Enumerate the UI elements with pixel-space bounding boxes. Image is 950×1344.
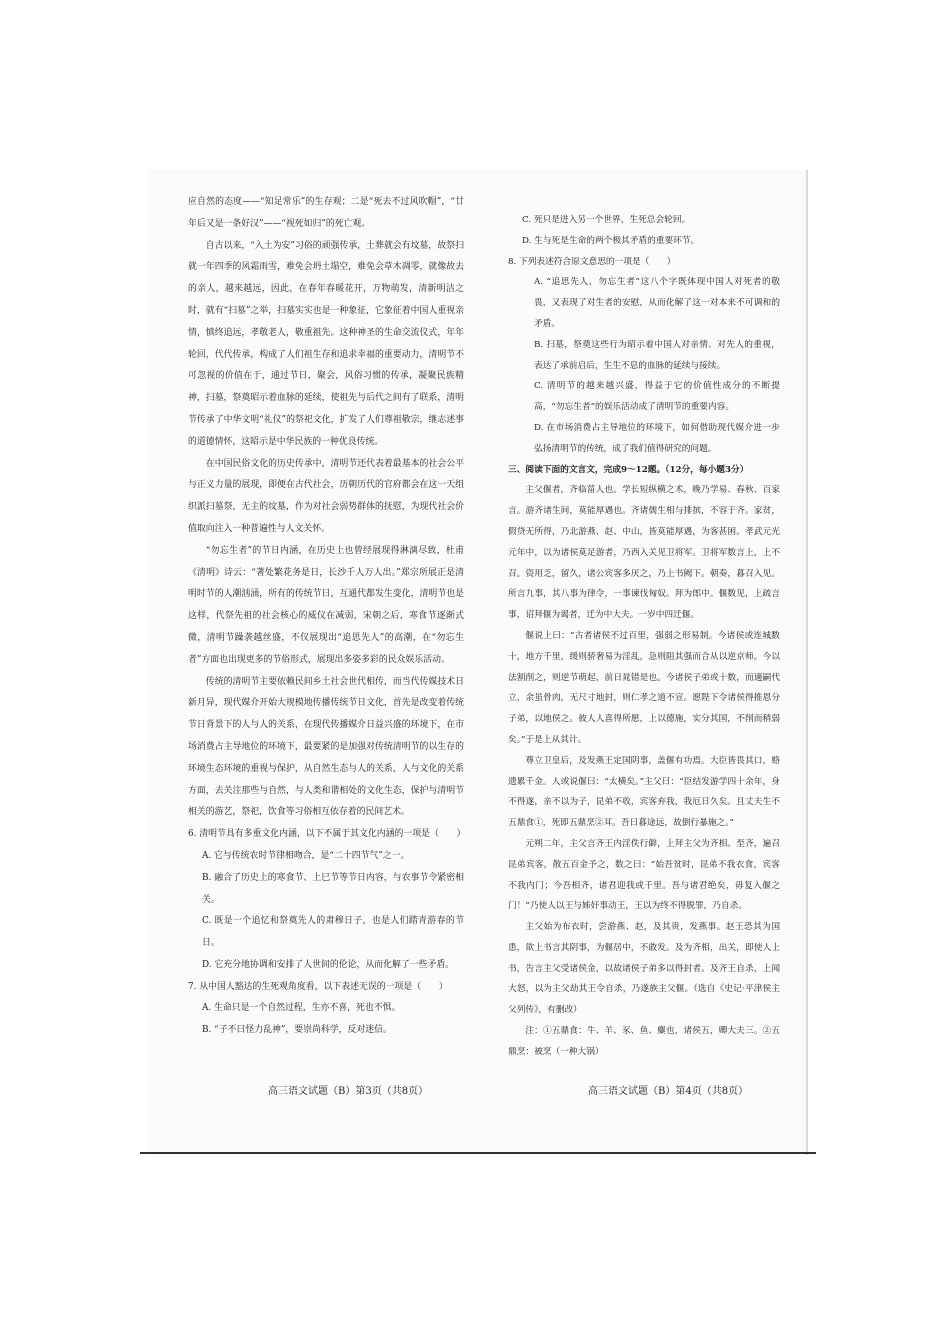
left-page-body [188, 192, 464, 1042]
question-6-option-a: A. 它与传统农时节律相吻合，是“二十四节气”之一。 [202, 850, 410, 861]
scan-bottom-border [140, 1152, 816, 1154]
page-edge [806, 170, 808, 1155]
question-8-option-c: C. 清明节的越来越兴盛，得益于它的价值性成分的不断提高，“勿忘生者”的娱乐活动成了清明节的重要内容。 [534, 381, 780, 413]
question-6-option-b: B. 融合了历史上的寒食节、上巳节等节日内容，与农事节令紧密相关。 [202, 872, 464, 905]
left-page-footer: 高三语文试题（B）第3页（共8页） [268, 1086, 429, 1097]
question-7-option-b: B. “子不曰怪力乱神”，要崇尚科学，反对迷信。 [202, 1025, 392, 1036]
question-7-option-a: A. 生命只是一个自然过程，生亦不喜，死也不惧。 [202, 1003, 401, 1014]
question-6-option-d: D. 它充分地协调和安排了人世间的伦论，从而化解了一些矛盾。 [202, 959, 455, 970]
paragraph: 在中国民俗文化的历史传承中，清明节还代表着最基本的社会公平与正义力量的展现，即便在古代社会，历朝历代的官府都会在这一天组织派扫墓祭，无主的坟墓，作为对社会弱势群体的抚慰，为现代社会价值取向注入一种普遍性与人文关怀。 [188, 458, 464, 534]
question-7-option-c: C. 死只是进入另一个世界，生死总会轮回。 [522, 215, 691, 225]
section-3-heading: 三、阅读下面的文言文，完成9～12题。（12分，每小题3分） [508, 464, 749, 475]
right-page-body [508, 210, 780, 1063]
footnote: 注：①五鼎食：牛、羊、豕、鱼、麋也，诸侯五，卿大夫三。②五鼎烹：被烹（一种大锅） [508, 1026, 780, 1057]
classical-paragraph: 主父偃者，齐临菑人也。学长短纵横之术，晚乃学易、春秋、百家言。游齐诸生间，莫能厚遇也。齐诸儒生相与排摈，不容于齐。家贫，假贷无所得，乃北游燕、赵、中山，皆莫能厚遇，为客甚困。孝武元光元年中，以为诸侯莫足游者，乃西入关见卫将军。卫将军数言上，上不召。资用乏，留久，诸公宾客多厌之，乃上书阙下。朝奏，暮召入见。所言九事，其八事为律令，一事谏伐匈奴。拜为郎中。偃数见，上疏言事，诏拜偃为谒者，迁为中大夫。一岁中四迁偃。 [508, 485, 780, 621]
paragraph: 应自然的态度——“知足常乐”的生存观；二是“死去不过风吹帽”，“廿年后又是一条好汉”——“视死如归”的死亡观。 [188, 197, 464, 229]
question-6-option-c: C. 既是一个追忆和祭奠先人的肃穆日子，也是人们踏青游春的节日。 [202, 916, 464, 949]
paragraph: 传统的清明节主要依赖民间乡土社会世代相传，而当代传媒技术日新月异，现代媒介开始大规模地传播传统节日文化，首先是改变着传统节日背景下的人与人的关系，在现代传播媒介日益兴盛的环境下，在市场消费占主导地位的环境下，最要紧的是加强对传统清明节的以生存的环境生态环境的重视与保护，从自然生态与人的关系，人与文化的关系方面，去关注那些与自然，与人类和谐相处的文化生态，保护与清明节相关的游艺，祭祀，饮食等习俗相互依存着的民间艺术。 [188, 676, 464, 818]
classical-paragraph: 偃说上曰：“古者诸侯不过百里，强弱之形易制。今诸侯或连城数十，地方千里，缓则骄奢易为淫乱，急则阻其强而合从以逆京师。今以法割削之，则逆节萌起，前日晁错是也。今诸侯子弟或十数，而適嗣代立，余虽骨肉，无尺寸地封，则仁孝之道不宣。愿陛下令诸侯得推恩分子弟，以地侯之。彼人人喜得所愿，上以德施，实分其国，不削而稍弱矣。”于是上从其计。 [508, 630, 780, 745]
question-7-stem: 7. 从中国人豁达的生死观角度看，以下表述无误的一项是（ ） [188, 981, 448, 992]
question-6-stem: 6. 清明节具有多重文化内涵，以下不属于其文化内涵的一项是（ ） [188, 829, 466, 840]
paragraph: “勿忘生者”的节日内涵，在历史上也曾经展现得淋漓尽致，杜甫《清明》诗云：“著处繁花务是日，长沙千人万人出。”郑宗所展正是清明时节的人潮汹涌，所有的传统节日，互通代都发生变化，清明节也是这样，代祭先祖的社会核心的威仪在减弱，宋朝之后，寒食节逐渐式微，清明节躁袭越丝盛，不仅展现出“追思先人”的高潮，在“勿忘生者”方面也出现更多的节俗形式，展现出多姿多彩的民众娱乐活动。 [188, 545, 464, 665]
question-8-option-a: A. “追思先人，勿忘生者”这八个字既体现中国人对死者的敬畏，又表现了对生者的安慰，从而化解了这一对本来不可调和的矛盾。 [534, 277, 780, 329]
question-8-stem: 8. 下列表述符合原文意思的一项是（ ） [508, 256, 676, 267]
question-8-option-b: B. 扫墓，祭奠这些行为昭示着中国人对亲情、对先人的重视，表达了承前启后，生生不息的血脉的延续与接续。 [534, 339, 780, 371]
right-page-footer: 高三语文试题（B）第4页（共8页） [588, 1086, 749, 1097]
classical-paragraph: 尊立卫皇后，及发燕王定国阴事，盖偃有功焉。大臣皆畏其口，赂遗累千金。人或说偃曰：“太横矣。”主父曰：“臣结发游学四十余年，身不得遂，亲不以为子，昆弟不收，宾客弃我，我厄日久矣。且丈夫生不五鼎食①，死即五鼎烹②耳。吾日暮途远，故倒行暴施之。” [508, 755, 780, 829]
question-8-option-d: D. 在市场消费占主导地位的环境下，如何借助现代媒介进一步弘扬清明节的传统，成了我们值得研究的问题。 [534, 422, 780, 454]
paragraph: 自古以来，“入土为安”习俗的顽强传承，土葬就会有坟墓，故祭扫就一年四季的风霜雨雪，难免会坍土塌空，难免会草木凋零，就像故去的亲人，越来越远，因此，在春年春暖花开，万物萌发，清新明洁之时，就有“扫墓”之举，扫墓实实也是一种象征，它象征着中国人重视亲情，慎终追远，孝敬老人，敬重祖先。这种神圣的生命交流仪式，年年轮回，代代传承，构成了人们祖生存和追求幸福的重要动力，清明节不可忽视的价值在于，通过节日，聚会，风俗习惯的传承，凝聚民族精神，扫墓，祭奠昭示着血脉的延续，使祖先与后代之间有了联系，清明节传承了中华文明“礼仪”的祭祀文化，扩发了人们尊祖敬宗，继志述事的道德情怀，这昭示是中华民族的一种优良传统。 [188, 240, 464, 447]
question-7-option-d: D. 生与死是生命的两个极其矛盾的重要环节。 [522, 235, 700, 246]
classical-paragraph: 元朔二年，主父言齐王内淫佚行僻，上拜主父为齐相。至齐，遍召昆弟宾客，散五百金予之，数之曰：“始吾贫时，昆弟不我衣食，宾客不我内门；今吾相齐，诸君迎我或千里。吾与诸君绝矣，毋复入偃之门！”乃使人以王与姊奸事动王，王以为终不得脱罪，乃自杀。 [508, 838, 780, 912]
classical-paragraph: 主父始为布衣时，尝游燕、赵，及其贵，发燕事。赵王恐其为国患，欲上书言其阴事，为偃居中，不敢发。及为齐相，出关，即使人上书，告言主父受诸侯金，以故诸侯子弟多以得封者。及齐王自杀，上闻大怒，以为主父劫其王令自杀，乃遂族主父偃。（选自《史记·平津侯主父列传》，有删改） [508, 922, 780, 1016]
